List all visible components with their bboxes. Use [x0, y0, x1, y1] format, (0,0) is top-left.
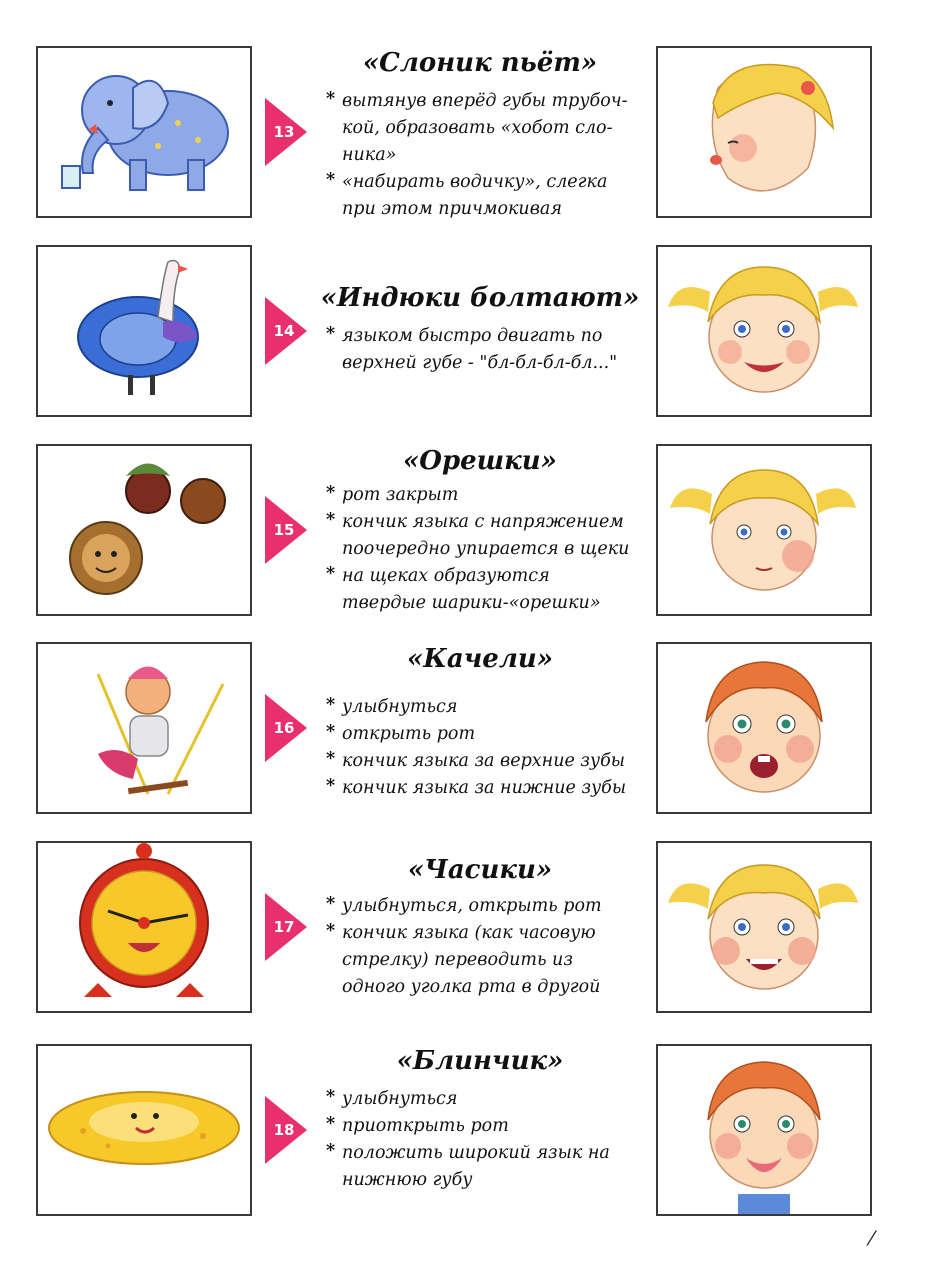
exercise-17	[0, 841, 931, 1017]
boy-face-picture	[656, 1044, 872, 1216]
exercise-16	[0, 642, 931, 818]
swing-picture	[36, 642, 252, 814]
instruction-list	[326, 323, 646, 377]
page-corner-mark: ⁄	[870, 1226, 874, 1250]
exercise-title: «Качели»	[406, 644, 554, 674]
exercise-title: «Часики»	[407, 855, 553, 885]
boy-face-picture	[656, 642, 872, 814]
instruction-item: * кончик языка с напряжением поочередно упирается в щеки	[326, 510, 630, 559]
elephant-picture	[36, 46, 252, 218]
instruction-item: * улыбнуться	[326, 695, 458, 717]
instruction-item: * положить широкий язык на нижнюю губу	[326, 1141, 610, 1190]
girl-face-picture	[656, 245, 872, 417]
turkey-picture	[36, 245, 252, 417]
pancake-picture	[36, 1044, 252, 1216]
alarm-clock-picture	[36, 841, 252, 1013]
instruction-item: * на щеках образуются твердые шарики-«орешки»	[326, 564, 601, 613]
exercise-title: «Орешки»	[403, 446, 557, 476]
exercise-title: «Слоник пьёт»	[362, 48, 598, 78]
instruction-list	[326, 88, 646, 223]
exercise-title: «Индюки болтают»	[320, 283, 640, 313]
instruction-list	[326, 893, 646, 1001]
exercise-title: «Блинчик»	[396, 1046, 564, 1076]
exercise-number-badge: 16	[265, 694, 307, 762]
instruction-item: * кончик языка за нижние зубы	[326, 776, 627, 798]
instruction-item: * улыбнуться, открыть рот	[326, 894, 602, 916]
exercise-18	[0, 1044, 931, 1220]
instruction-item: * «набирать водичку», слегка при этом причмокивая	[326, 170, 608, 219]
instruction-item: * улыбнуться	[326, 1087, 458, 1109]
instruction-item: * вытянув вперёд губы трубоч- кой, образовать «хобот сло- ника»	[326, 89, 628, 165]
instruction-item: * кончик языка за верхние зубы	[326, 749, 626, 771]
exercise-number-badge: 17	[265, 893, 307, 961]
instruction-item: * кончик языка (как часовую стрелку) переводить из одного уголка рта в другой	[326, 921, 601, 997]
instruction-list	[326, 694, 646, 802]
instruction-item: * открыть рот	[326, 722, 476, 744]
nuts-picture	[36, 444, 252, 616]
instruction-item: * языком быстро двигать по верхней губе - "бл-бл-бл-бл..."	[326, 324, 618, 373]
instruction-list	[326, 1086, 646, 1194]
exercise-15	[0, 444, 931, 620]
girl-face-picture	[656, 46, 872, 218]
exercise-number-badge: 18	[265, 1096, 307, 1164]
instruction-list	[326, 482, 646, 617]
exercise-number-badge: 15	[265, 496, 307, 564]
girl-face-picture	[656, 841, 872, 1013]
exercise-14	[0, 245, 931, 421]
exercise-number-badge: 13	[265, 98, 307, 166]
instruction-item: * рот закрыт	[326, 483, 459, 505]
exercise-number-badge: 14	[265, 297, 307, 365]
exercise-13	[0, 46, 931, 222]
instruction-item: * приоткрыть рот	[326, 1114, 509, 1136]
girl-face-picture	[656, 444, 872, 616]
